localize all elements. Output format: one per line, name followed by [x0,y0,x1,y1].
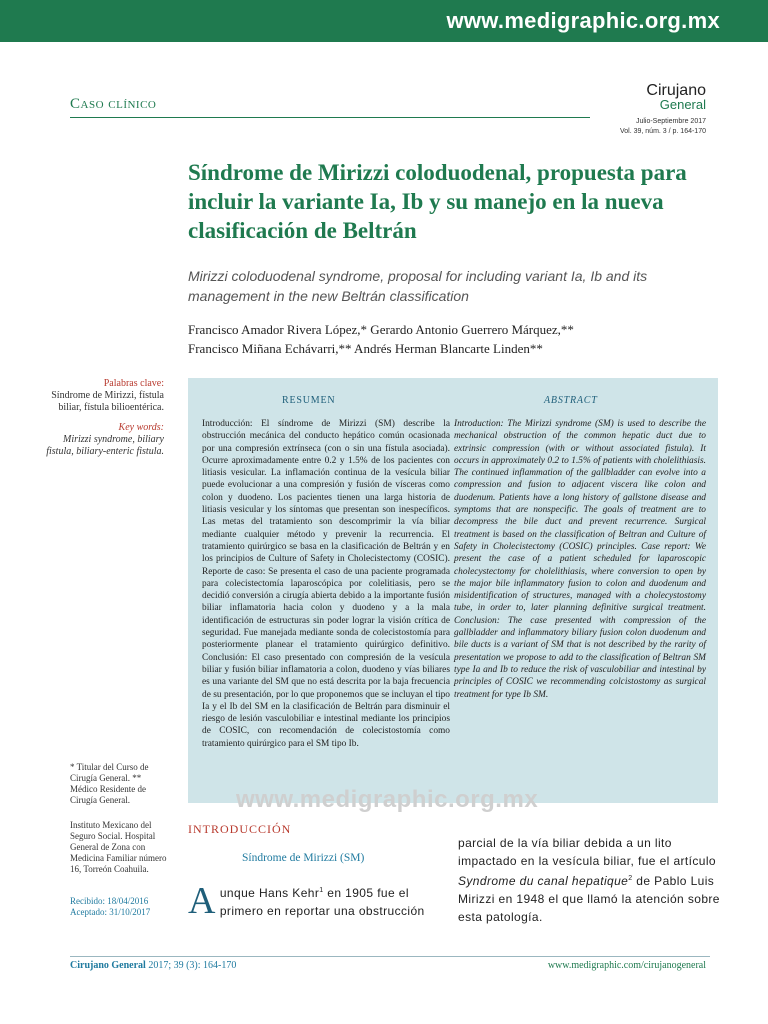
article-dates [70,896,170,918]
footer-citation [70,960,236,971]
intro-text-d: de Pablo Luis Mirizzi en 1948 el que llamó la atención sobre esta patología. [458,874,720,924]
abstract-text: Introduction: The Mirizzi syndrome (SM) is used to describe the mechanical obstruction of the common hepatic duct due to extrinsic compression (with or without associated fistula). It occurs in approximately 0.2 to 1.5% of patients with cholelithiasis. The continued inflammation of the gallbladder can evolve into a compression and fusion to adjacent viscera like colon and duodenum. Patients have a long history of gallstone disease and symptoms that are nonspecific. The goals of treatment are to decompress the bile duct and prevent recurrence. Surgical treatment is based on the classification of Beltran and Culture of Safety in Cholecistectomy (COSIC) principles. Case report: We present the case of a patient scheduled for laparoscopic cholecystectomy for cholelithiasis, where conversion to open by the major bile inflammatory fusion to colon and duodenum and misidentification of structures, managed with a cholecystostomy tube, in order to, later planning definitive surgical treatment. Conclusion: The case presented with compression of the gallbladder and inflammatory biliary fusion colon duodenum and bile ducts is a variant of SM that is not described by the rarity of presentation we propose to add to the classification of Beltran SM type Ia and Ib to reduce the risk of vasculobiliar and intestinal by principles of COSIC we recommending colcistostomy as surgical treatment for type Ib SM. [454,419,706,700]
received-date: Recibido: 18/04/2016 [70,896,149,906]
intro-paragraph-left [188,882,438,920]
resumen-heading: RESUMEN [282,395,336,406]
footer-url[interactable]: www.medigraphic.com/cirujanogeneral [547,960,706,971]
intro-paragraph-right [458,834,728,926]
intro-subheading: Síndrome de Mirizzi (SM) [242,852,365,864]
footer-journal: Cirujano General [70,960,146,971]
accepted-date: Aceptado: 31/10/2017 [70,907,151,917]
citation-1[interactable]: 1 [319,887,324,894]
keywords-es-heading: Palabras clave: [103,378,164,389]
drop-cap: A [188,880,216,922]
keywords-es: Síndrome de Mirizzi, fístula biliar, fístula bilioentérica. [51,390,164,413]
journal-subname: General [659,97,706,112]
intro-heading: INTRODUCCIÓN [188,822,292,836]
citation-2[interactable]: 2 [628,875,633,882]
cited-article-title: Syndrome du canal hepatique [458,874,629,888]
intro-text-b: en 1905 fue el primero en reportar una obstrucción [219,886,425,918]
banner-url[interactable]: www.medigraphic.org.mx [446,8,720,33]
section-divider [70,117,590,118]
author-list [188,320,728,358]
journal-name: Cirujano [646,82,706,99]
keywords-en: Mirizzi syndrome, biliary fistula, biliary-enteric fistula. [46,434,164,457]
intro-text-c: parcial de la vía biliar debida a un lito impactado en la vesícula biliar, fue el artículo [458,836,716,868]
article-title: Síndrome de Mirizzi coloduodenal, propuesta para incluir la variante Ia, Ib y su manejo en la nueva clasificación de Beltrán [188,160,687,243]
keywords-en-heading: Key words: [118,422,164,433]
keywords [40,378,164,458]
watermark: www.medigraphic.org.mx [236,786,539,813]
authors-line-1: Francisco Amador Rivera López,* Gerardo Antonio Guerrero Márquez,** [188,322,574,337]
abstract-heading: ABSTRACT [544,395,598,406]
section-tag: Caso clínico [70,96,157,112]
intro-text-a: unque Hans Kehr [219,886,320,900]
issue-info [620,117,706,137]
institution: Instituto Mexicano del Seguro Social. Hospital General de Zona con Medicina Familiar número 16, Torreón Coahuila. [70,820,167,874]
article-subtitle: Mirizzi coloduodenal syndrome, proposal for including variant Ia, Ib and its management in the new Beltrán classification [188,268,648,304]
footer-divider [70,956,710,957]
issue-volume: Vol. 39, núm. 3 / p. 164-170 [619,128,706,135]
resumen-text: Introducción: El síndrome de Mirizzi (SM) describe la obstrucción mecánica del conducto hepático común ocasionada por una compresión extrínseca (con o sin una fístula asociada). Ocurre aproximadamente entre 0.2 y 1.5% de los pacientes con litiasis vesicular. La inflamación continua de la vesícula biliar puede evolucionar a una compresión y fusión de vísceras como colon y duodeno. Los pacientes tienen una larga historia de litiasis vesicular y los síntomas que presentan son inespecíficos. Las metas del tratamiento son descomprimir la vía biliar mediante cualquier método y prevenir la recurrencia. El tratamiento quirúrgico se basa en la clasificación de Beltrán y en los principios de Culture of Safety in Cholecistectomy (COSIC). Reporte de caso: Se presenta el caso de una paciente programada para colecistectomía laparoscópica por colelitiasis, pero se decidió conversión a cirugía abierta debido a la importante fusión biliar inflamatoria hacia colon y duodeno y a la mala identificación de estructuras sin poder lograr la visión crítica de seguridad. Fue manejada mediante sonda de colecistostomía para posteriormente planear el tratamiento quirúrgico definitivo. Conclusión: El caso presentado con compresión de la vesícula biliar y fusión biliar inflamatoria a colon, duodeno y vías biliares es una variante del SM que no está descrita por la baja frecuencia de su presentación, por lo que proponemos que se incluyan el tipo Ia y el Ib del SM en la clasificación de Beltrán para disminuir el riesgo de lesión vasculobiliar e intestinal mediante los principios de COSIC, con recomendación de colecistostomía como tratamiento quirúrgico para el SM tipo Ib. [202,419,450,749]
issue-date: Julio-Septiembre 2017 [635,118,706,125]
author-titles: * Titular del Curso de Cirugía General. ** Médico Residente de Cirugía General. [70,762,149,805]
authors-line-2: Francisco Miñana Echávarri,** Andrés Herman Blancarte Linden** [188,341,543,356]
footer-cite: 2017; 39 (3): 164-170 [145,960,237,971]
journal-logo [646,83,706,111]
